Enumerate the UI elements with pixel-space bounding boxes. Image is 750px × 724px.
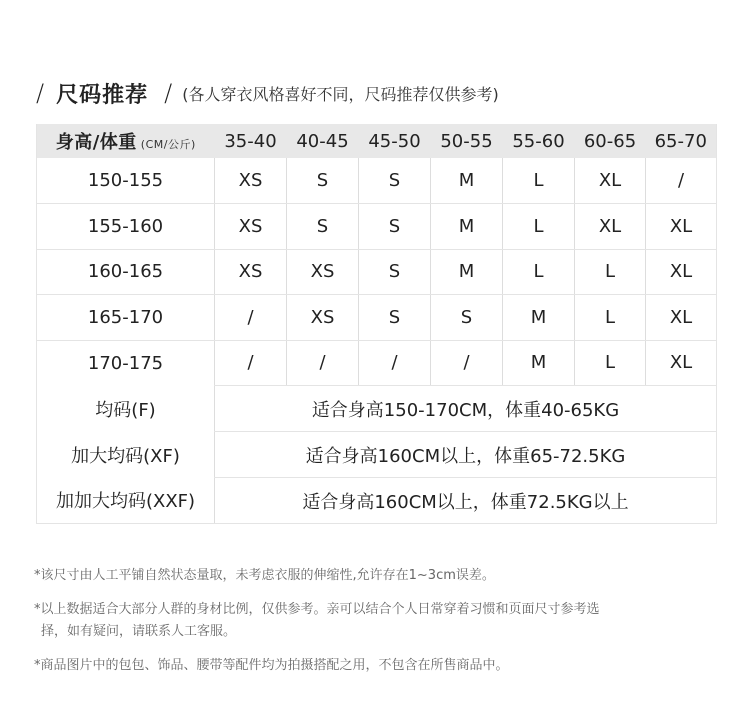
size-cell: M: [431, 249, 503, 295]
size-cell: XS: [287, 249, 359, 295]
table-row-free-size: [37, 432, 717, 478]
note-reference-line-2: 择，如有疑问，请联系人工客服。: [41, 624, 237, 639]
size-cell: L: [575, 295, 646, 341]
size-cell: /: [431, 340, 503, 386]
size-cell: XS: [215, 249, 287, 295]
note-measurement: *该尺寸由人工平铺自然状态量取，未考虑衣服的伸缩性,允许存在1~3cm误差。: [34, 568, 495, 583]
size-cell: /: [215, 295, 287, 341]
row-height: 155-160: [37, 204, 215, 250]
size-cell: XS: [215, 204, 287, 250]
note-reference: [34, 599, 724, 643]
header-weight: 60-65: [583, 130, 637, 152]
note-accessories: *商品图片中的包包、饰品、腰带等配件均为拍摄搭配之用，不包含在所售商品中。: [34, 658, 509, 673]
header-weight: 65-70: [654, 130, 707, 152]
row-height: 160-165: [37, 249, 215, 295]
size-cell: S: [431, 295, 503, 341]
size-cell: L: [503, 249, 575, 295]
table-row: [37, 204, 717, 250]
row-height: 150-155: [37, 158, 215, 204]
table-row: [37, 340, 717, 386]
size-cell: S: [287, 204, 359, 250]
section-heading: [36, 76, 499, 110]
size-cell: L: [503, 204, 575, 250]
free-size-label: 加加大均码(XXF): [55, 491, 196, 513]
table-row-free-size: [37, 386, 717, 432]
header-label: 身高/体重: [55, 132, 137, 153]
size-cell: XL: [646, 295, 717, 341]
size-cell: /: [359, 340, 431, 386]
size-cell: /: [646, 158, 717, 204]
table-row: [37, 158, 717, 204]
size-cell: S: [359, 204, 431, 250]
header-weight: 55-60: [512, 130, 565, 152]
free-size-desc: 适合身高160CM以上，体重72.5KG以上: [215, 478, 717, 524]
free-size-desc: 适合身高150-170CM，体重40-65KG: [215, 386, 717, 432]
size-cell: XL: [646, 249, 717, 295]
size-recommendation-table: [36, 124, 717, 524]
size-cell: L: [575, 249, 646, 295]
size-cell: XL: [575, 158, 646, 204]
size-cell: /: [287, 340, 359, 386]
table-row: [37, 295, 717, 341]
header-weight: 50-55: [440, 130, 493, 152]
free-size-desc: 适合身高160CM以上，体重65-72.5KG: [215, 432, 717, 478]
header-weight: 45-50: [368, 130, 421, 152]
header-weight: 40-45: [296, 130, 349, 152]
size-cell: M: [503, 340, 575, 386]
heading-slash: /: [36, 79, 45, 107]
size-cell: L: [575, 340, 646, 386]
row-height: 170-175: [87, 352, 164, 374]
header-weight: 35-40: [224, 130, 277, 152]
header-unit: (CM/公斤): [140, 138, 196, 151]
size-cell: M: [503, 295, 575, 341]
size-cell: S: [287, 158, 359, 204]
size-cell: XS: [215, 158, 287, 204]
size-cell: M: [431, 158, 503, 204]
size-cell: S: [359, 249, 431, 295]
size-cell: /: [215, 340, 287, 386]
size-cell: L: [503, 158, 575, 204]
header-height-weight: [37, 124, 215, 158]
table-header-row: [37, 124, 717, 158]
heading-subtitle: (各人穿衣风格喜好不同，尺码推荐仅供参考): [182, 84, 499, 104]
table-row: [37, 249, 717, 295]
size-cell: XL: [575, 204, 646, 250]
note-reference-line-1: *以上数据适合大部分人群的身材比例，仅供参考。亲可以结合个人日常穿着习惯和页面尺寸参考选: [34, 602, 600, 617]
size-cell: M: [431, 204, 503, 250]
row-height: 165-170: [37, 295, 215, 341]
free-size-label: 均码(F): [95, 399, 156, 421]
size-cell: S: [359, 295, 431, 341]
size-cell: S: [359, 158, 431, 204]
size-cell: XS: [287, 295, 359, 341]
table-row-free-size: [37, 478, 717, 524]
heading-slash-2: /: [164, 79, 173, 107]
notes-section: [34, 565, 724, 689]
size-cell: XL: [646, 204, 717, 250]
heading-title: 尺码推荐: [56, 82, 149, 108]
free-size-label: 加大均码(XF): [71, 445, 180, 467]
size-cell: XL: [646, 340, 717, 386]
